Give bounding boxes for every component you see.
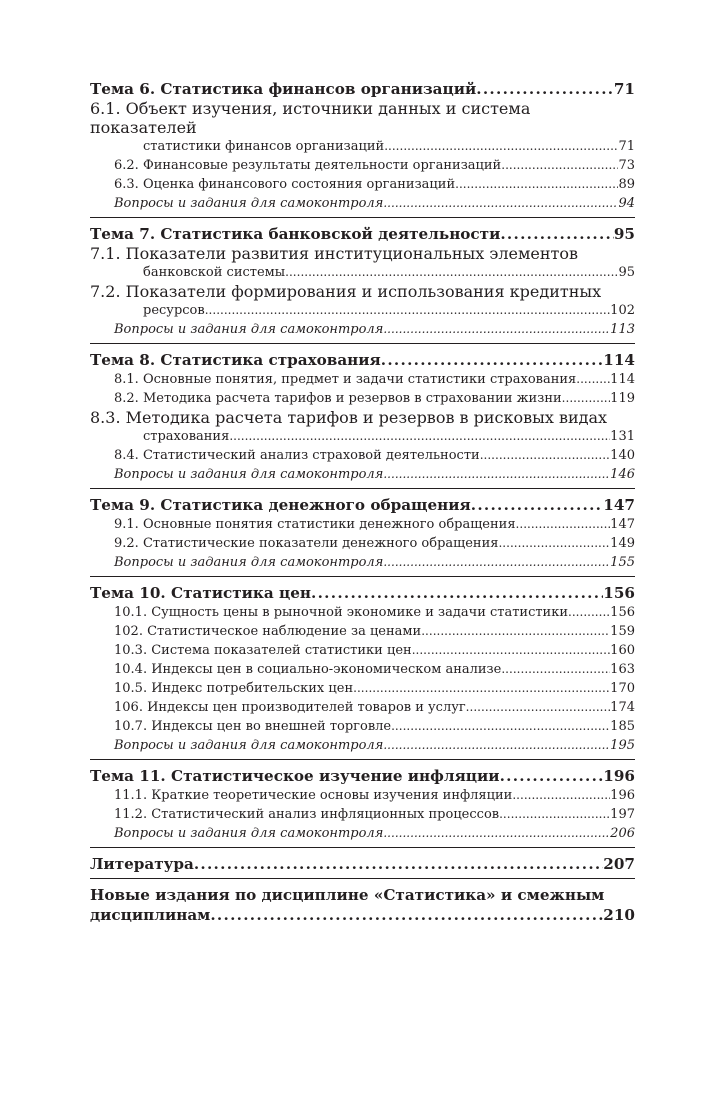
entry-title: 9.2. Статистические показатели денежного обращения	[114, 536, 499, 551]
page-number: 147	[603, 496, 635, 514]
toc-entry[interactable]	[90, 717, 635, 736]
entry-title: Вопросы и задания для самоконтроля	[114, 555, 384, 570]
chapter-title: Тема 9. Статистика денежного обращения	[90, 496, 471, 514]
page-number: 156	[610, 605, 635, 620]
dot-leader	[501, 660, 610, 679]
dot-leader	[381, 350, 604, 370]
page-number: 156	[603, 584, 635, 602]
entry-title: Вопросы и задания для самоконтроля	[114, 322, 384, 337]
dot-leader	[285, 263, 618, 282]
entry-title: страхования	[143, 429, 230, 444]
page-number: 95	[618, 265, 635, 280]
entry-title-line1: 8.3. Методика расчета тарифов и резервов в рисковых видах	[90, 408, 608, 427]
dot-leader	[311, 583, 603, 603]
page-number: 196	[610, 788, 635, 803]
chapter-heading[interactable]	[90, 79, 635, 99]
page-number: 185	[610, 719, 635, 734]
entry-title: 10.4. Индексы цен в социально-экономическом анализе	[114, 662, 502, 677]
page-number: 207	[603, 855, 635, 873]
entry-title-line1: 7.1. Показатели развития институциональных элементов	[90, 244, 579, 263]
entry-title: 10.5. Индекс потребительских цен	[114, 681, 354, 696]
entry-title: 102. Статистическое наблюдение за ценами	[114, 624, 422, 639]
chapter-heading[interactable]	[90, 766, 635, 786]
entry-title: 10.7. Индексы цен во внешней торговле	[114, 719, 392, 734]
chapter-title: Тема 11. Статистическое изучение инфляции	[90, 767, 500, 785]
page-number: 147	[610, 517, 635, 532]
entry-title: 106. Индексы цен производителей товаров и услуг	[114, 700, 466, 715]
toc-entry[interactable]	[90, 622, 635, 641]
toc-entry[interactable]	[90, 641, 635, 660]
page-number: 197	[610, 807, 635, 822]
dot-leader	[383, 736, 610, 755]
chapter-title: Тема 10. Статистика цен	[90, 584, 312, 602]
dot-leader	[498, 534, 610, 553]
toc-entry[interactable]	[90, 282, 635, 320]
page-number: 140	[610, 448, 635, 463]
dot-leader	[210, 905, 603, 925]
dot-leader	[480, 446, 610, 465]
page-number: 196	[603, 767, 635, 785]
page-number: 95	[613, 225, 635, 243]
page-number: 89	[618, 177, 635, 192]
toc-entry[interactable]	[90, 370, 635, 389]
page-number: 73	[618, 158, 635, 173]
self-control-questions-entry[interactable]	[90, 465, 635, 484]
entry-title: банковской системы	[143, 265, 286, 280]
chapter-9	[90, 495, 635, 577]
dot-leader	[194, 854, 603, 874]
entry-title: Вопросы и задания для самоконтроля	[114, 826, 384, 841]
toc-entry[interactable]	[90, 99, 635, 156]
dot-leader	[384, 137, 618, 156]
entry-title: Вопросы и задания для самоконтроля	[114, 738, 384, 753]
toc-entry[interactable]	[90, 698, 635, 717]
entry-title: ресурсов	[143, 303, 205, 318]
new-editions-section[interactable]	[90, 885, 635, 929]
dot-leader	[512, 786, 610, 805]
chapter-heading[interactable]	[90, 350, 635, 370]
page-number: 159	[610, 624, 635, 639]
dot-leader	[383, 824, 610, 843]
dot-leader	[353, 679, 610, 698]
dot-leader	[383, 194, 618, 213]
new-editions-title: дисциплинам	[90, 906, 211, 924]
page-number: 163	[610, 662, 635, 677]
entry-title: 8.2. Методика расчета тарифов и резервов в страховании жизни	[114, 391, 562, 406]
literature-section	[90, 854, 635, 879]
toc-entry[interactable]	[90, 679, 635, 698]
page-number: 131	[610, 429, 635, 444]
entry-title: 11.1. Краткие теоретические основы изучения инфляции	[114, 788, 513, 803]
dot-leader	[499, 805, 610, 824]
chapter-8	[90, 350, 635, 489]
self-control-questions-entry[interactable]	[90, 194, 635, 213]
chapter-10	[90, 583, 635, 760]
chapter-title: Тема 6. Статистика финансов организаций	[90, 80, 477, 98]
page-number: 149	[610, 536, 635, 551]
page-number: 114	[603, 351, 635, 369]
entry-title-line1: 7.2. Показатели формирования и использования кредитных	[90, 282, 602, 301]
dot-leader	[383, 320, 610, 339]
entry-title: 6.2. Финансовые результаты деятельности организаций	[114, 158, 502, 173]
toc-entry[interactable]	[90, 389, 635, 408]
page-number: 195	[610, 738, 635, 753]
self-control-questions-entry[interactable]	[90, 824, 635, 843]
page-number: 170	[610, 681, 635, 696]
dot-leader	[383, 553, 610, 572]
toc-entry[interactable]	[90, 408, 635, 446]
chapter-title: Тема 7. Статистика банковской деятельности	[90, 225, 501, 243]
page-number: 113	[610, 322, 635, 337]
table-of-contents	[90, 79, 635, 935]
page-number: 71	[613, 80, 635, 98]
entry-title: статистики финансов организаций	[143, 139, 385, 154]
entry-title: 8.4. Статистический анализ страховой деятельности	[114, 448, 480, 463]
page-number: 71	[618, 139, 635, 154]
chapter-heading[interactable]	[90, 583, 635, 603]
entry-title: 10.3. Система показателей статистики цен	[114, 643, 412, 658]
dot-leader	[500, 224, 614, 244]
page-number: 206	[610, 826, 635, 841]
new-editions-title-line1: Новые издания по дисциплине «Статистика» и смежным	[90, 886, 605, 904]
dot-leader	[383, 465, 610, 484]
literature-title: Литература	[90, 855, 194, 873]
dot-leader	[476, 79, 614, 99]
toc-entry[interactable]	[90, 175, 635, 194]
dot-leader	[471, 495, 604, 515]
page-number: 94	[618, 196, 635, 211]
literature-heading[interactable]	[90, 854, 635, 874]
page-number: 160	[610, 643, 635, 658]
self-control-questions-entry[interactable]	[90, 736, 635, 755]
page-number: 114	[610, 372, 635, 387]
toc-entry[interactable]	[90, 805, 635, 824]
entry-title: 10.1. Сущность цены в рыночной экономике и задачи статистики	[114, 605, 568, 620]
dot-leader	[421, 622, 610, 641]
dot-leader	[412, 641, 610, 660]
dot-leader	[562, 389, 611, 408]
page-number: 146	[610, 467, 635, 482]
dot-leader	[466, 698, 611, 717]
entry-title: 6.3. Оценка финансового состояния организаций	[114, 177, 456, 192]
dot-leader	[391, 717, 610, 736]
dot-leader	[576, 370, 610, 389]
dot-leader	[205, 301, 610, 320]
page-number: 155	[610, 555, 635, 570]
chapter-6	[90, 79, 635, 218]
chapter-heading[interactable]	[90, 224, 635, 244]
toc-entry[interactable]	[90, 446, 635, 465]
dot-leader	[568, 603, 610, 622]
toc-entry[interactable]	[90, 534, 635, 553]
self-control-questions-entry[interactable]	[90, 320, 635, 339]
chapter-title: Тема 8. Статистика страхования	[90, 351, 381, 369]
toc-entry[interactable]	[90, 786, 635, 805]
dot-leader	[501, 156, 618, 175]
toc-entry[interactable]	[90, 515, 635, 534]
chapter-11	[90, 766, 635, 848]
chapter-7	[90, 224, 635, 344]
page-number: 102	[610, 303, 635, 318]
toc-entry[interactable]	[90, 660, 635, 679]
toc-entry[interactable]	[90, 244, 635, 282]
dot-leader	[516, 515, 611, 534]
dot-leader	[455, 175, 618, 194]
page-number: 210	[603, 906, 635, 924]
entry-title: Вопросы и задания для самоконтроля	[114, 467, 384, 482]
entry-title: 8.1. Основные понятия, предмет и задачи статистики страхования	[114, 372, 577, 387]
toc-entry[interactable]	[90, 156, 635, 175]
entry-title: 11.2. Статистический анализ инфляционных процессов	[114, 807, 500, 822]
entry-title: 9.1. Основные понятия статистики денежного обращения	[114, 517, 516, 532]
page-number: 174	[610, 700, 635, 715]
self-control-questions-entry[interactable]	[90, 553, 635, 572]
dot-leader	[229, 427, 610, 446]
chapter-heading[interactable]	[90, 495, 635, 515]
page-number: 119	[610, 391, 635, 406]
toc-entry[interactable]	[90, 603, 635, 622]
entry-title: Вопросы и задания для самоконтроля	[114, 196, 384, 211]
entry-title-line1: 6.1. Объект изучения, источники данных и система показателей	[90, 99, 531, 137]
dot-leader	[500, 766, 604, 786]
